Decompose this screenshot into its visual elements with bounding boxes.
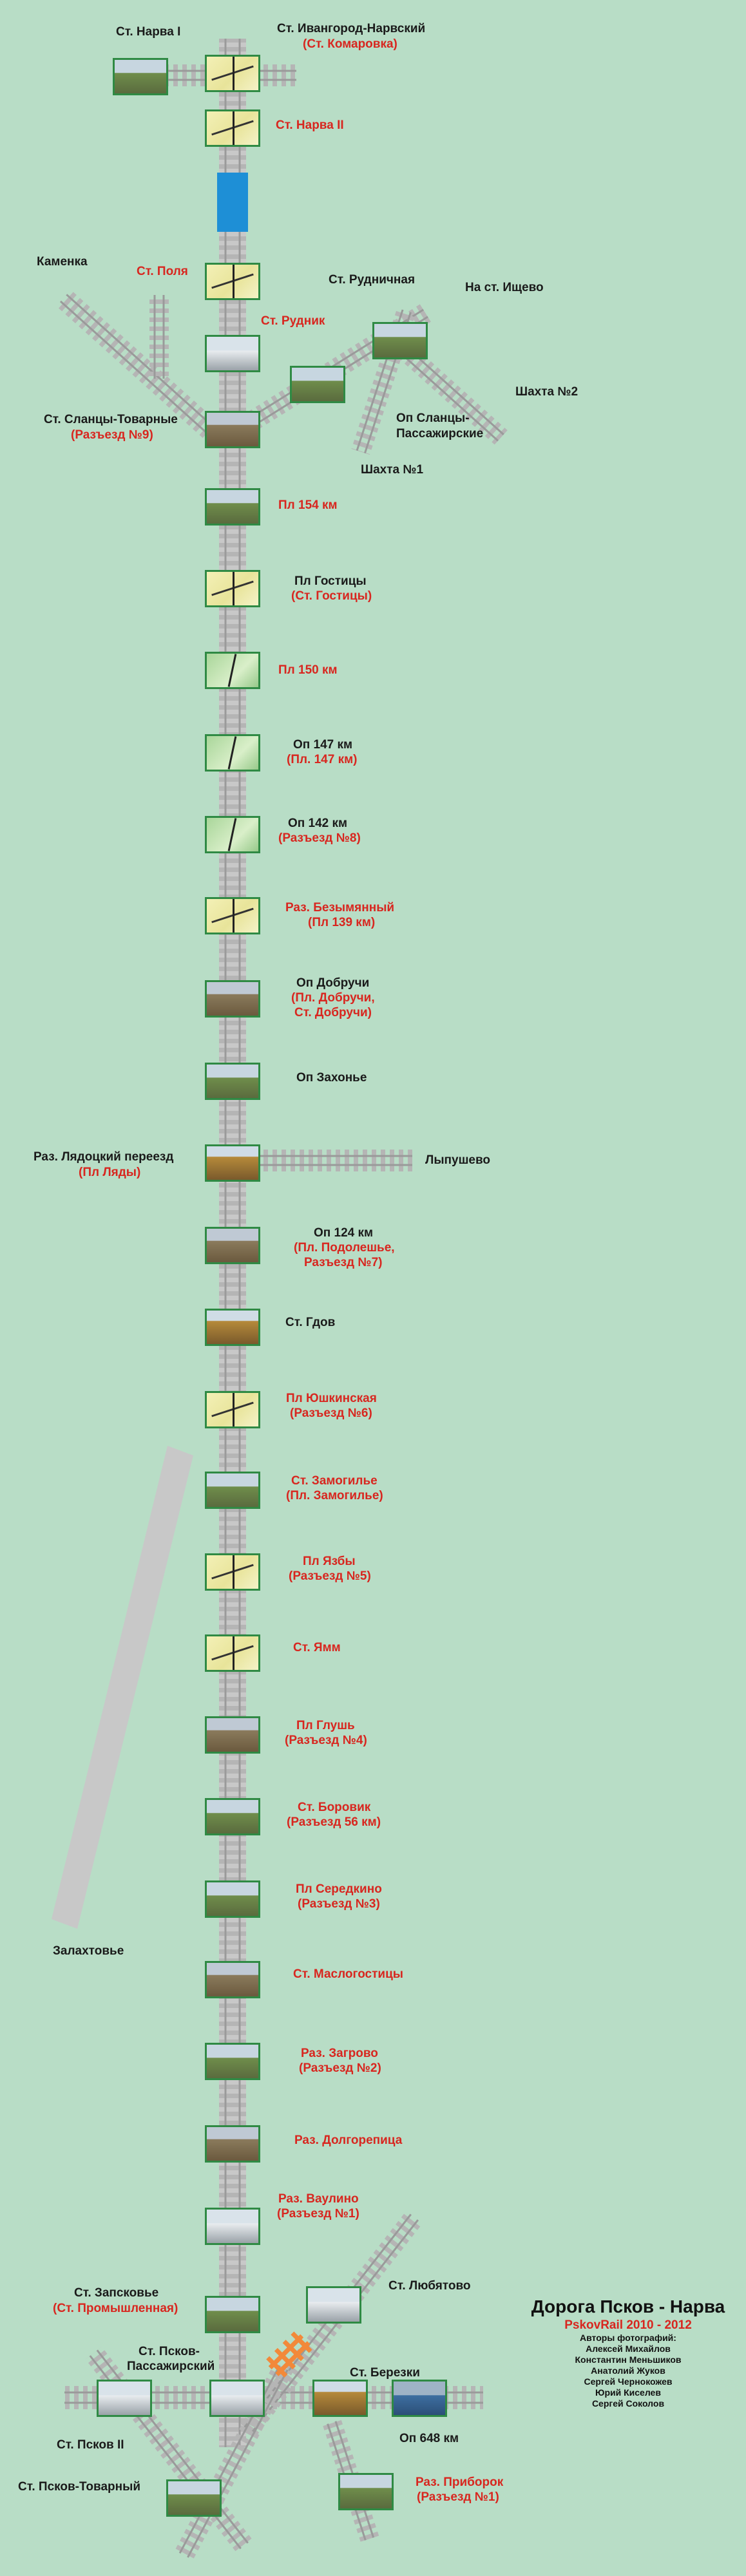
station-photo-icon[interactable] — [338, 2473, 394, 2510]
station-label-gdov: Ст. Гдов — [285, 1316, 336, 1329]
author-name: Алексей Михайлов — [586, 2344, 671, 2354]
station-label-borovik2: (Разъезд 56 км) — [287, 1815, 381, 1829]
station-photo-icon[interactable] — [205, 1227, 260, 1264]
station-label-narva2: Ст. Нарва II — [276, 118, 344, 132]
station-label-vaulino2: (Разъезд №1) — [277, 2207, 359, 2221]
station-photo-icon[interactable] — [205, 1961, 260, 1998]
map-subtitle: PskovRail 2010 - 2012 — [564, 2318, 692, 2332]
station-photo-icon[interactable] — [205, 1309, 260, 1346]
map-fragment-icon[interactable] — [205, 1634, 260, 1672]
station-label-ischevo: На ст. Ищево — [465, 281, 544, 294]
map-fragment-icon[interactable] — [205, 734, 260, 772]
station-label-rudnik: Ст. Рудник — [261, 314, 325, 328]
station-label-lyadi2: (Пл Ляды) — [79, 1166, 141, 1179]
station-photo-icon[interactable] — [205, 2043, 260, 2080]
station-label-dobruchi3: Ст. Добручи) — [294, 1006, 372, 1019]
author-name: Сергей Чернокожев — [584, 2376, 673, 2387]
station-label-maslog: Ст. Маслогостицы — [293, 1967, 404, 1981]
map-fragment-icon[interactable] — [205, 109, 260, 147]
station-label-op142-2: (Разъезд №8) — [278, 831, 361, 845]
map-fragment-icon[interactable] — [205, 652, 260, 689]
station-label-yamm: Ст. Ямм — [293, 1641, 341, 1654]
author-name: Анатолий Жуков — [591, 2365, 665, 2376]
station-photo-icon[interactable] — [205, 1716, 260, 1754]
station-label-zamogil2: (Пл. Замогилье) — [286, 1489, 383, 1502]
station-label-vaulino1: Раз. Ваулино — [278, 2192, 359, 2206]
map-fragment-icon[interactable] — [205, 263, 260, 300]
map-fragment-icon[interactable] — [205, 55, 260, 92]
station-photo-icon[interactable] — [372, 322, 428, 359]
map-fragment-icon[interactable] — [205, 1553, 260, 1591]
station-label-pl154: Пл 154 км — [278, 498, 338, 512]
station-photo-icon[interactable] — [205, 1798, 260, 1835]
station-label-kamenka: Каменка — [37, 255, 88, 269]
station-label-op124-1: Оп 124 км — [314, 1226, 374, 1240]
map-title: Дорога Псков - Нарва — [531, 2297, 725, 2316]
map-fragment-icon[interactable] — [205, 816, 260, 853]
station-photo-icon[interactable] — [205, 2208, 260, 2245]
station-label-pribor1: Раз. Приборок — [416, 2476, 504, 2489]
credits-block — [509, 2296, 746, 2409]
station-label-op147-1: Оп 147 км — [293, 738, 353, 752]
author-name: Константин Меньшиков — [575, 2354, 682, 2365]
station-photo-icon[interactable] — [392, 2380, 447, 2417]
station-label-seredkino1: Пл Середкино — [296, 1882, 382, 1896]
station-photo-icon[interactable] — [205, 980, 260, 1018]
station-label-seredkino2: (Разъезд №3) — [298, 1897, 380, 1911]
station-photo-icon[interactable] — [205, 1144, 260, 1182]
station-label-zalakhtovye: Залахтовье — [53, 1944, 124, 1958]
station-label-ivangorod: Ст. Ивангород-Нарвский — [277, 22, 426, 35]
station-label-zagrovo1: Раз. Загрово — [301, 2047, 378, 2060]
authors-heading: Авторы фотографий: — [580, 2333, 676, 2343]
station-label-slantsy-pass-2: Пассажирские — [396, 427, 484, 440]
station-label-borovik1: Ст. Боровик — [298, 1801, 371, 1814]
station-photo-icon[interactable] — [97, 2380, 152, 2417]
station-photo-icon[interactable] — [205, 1063, 260, 1100]
station-label-yushkin1: Пл Юшкинская — [286, 1392, 377, 1405]
map-fragment-icon[interactable] — [205, 1391, 260, 1428]
station-label-yazby2: (Разъезд №5) — [289, 1569, 371, 1583]
station-label-polya: Ст. Поля — [137, 265, 188, 278]
station-photo-icon[interactable] — [209, 2380, 265, 2417]
station-photo-icon[interactable] — [166, 2479, 222, 2517]
station-label-pskovpass1: Ст. Псков- — [139, 2345, 200, 2358]
station-label-dobruchi1: Оп Добручи — [296, 976, 370, 990]
river-water — [217, 173, 248, 232]
station-label-shakhta2: Шахта №2 — [515, 385, 579, 399]
station-label-lypushevo: Лыпушево — [425, 1153, 491, 1167]
station-label-lyubyatovo: Ст. Любятово — [388, 2279, 471, 2293]
station-label-op124-2: (Пл. Подолешье, — [294, 1241, 395, 1255]
station-photo-icon[interactable] — [205, 2296, 260, 2333]
station-label-zapskov2: (Ст. Промышленная) — [53, 2302, 178, 2315]
zalakhtovye-branch — [52, 1446, 193, 1929]
station-label-lyadi1: Раз. Лядоцкий переезд — [33, 1150, 174, 1164]
station-label-zagrovo2: (Разъезд №2) — [299, 2061, 381, 2075]
station-photo-icon[interactable] — [205, 488, 260, 526]
station-photo-icon[interactable] — [312, 2380, 368, 2417]
station-label-zakhonye: Оп Захонье — [296, 1071, 367, 1084]
map-fragment-icon[interactable] — [205, 570, 260, 607]
station-label-dolgorep: Раз. Долгорепица — [294, 2134, 403, 2147]
station-label-op124-3: Разъезд №7) — [304, 1256, 383, 1269]
station-photo-icon[interactable] — [205, 1472, 260, 1509]
station-label-yazby1: Пл Язбы — [303, 1555, 356, 1568]
station-label-gostitsy1: Пл Гостицы — [294, 574, 367, 588]
station-label-bezym2: (Пл 139 км) — [308, 916, 376, 929]
station-label-pl150: Пл 150 км — [278, 663, 338, 677]
station-label-pribor2: (Разъезд №1) — [417, 2490, 499, 2504]
station-photo-icon[interactable] — [205, 335, 260, 372]
polya-branch — [149, 295, 169, 379]
station-label-gostitsy2: (Ст. Гостицы) — [291, 589, 372, 603]
station-label-zapskov1: Ст. Запсковье — [74, 2286, 159, 2300]
station-label-razezd9: (Разъезд №9) — [71, 428, 153, 442]
map-fragment-icon[interactable] — [205, 897, 260, 934]
station-label-dobruchi2: (Пл. Добручи, — [291, 991, 375, 1005]
station-label-yushkin2: (Разъезд №6) — [290, 1406, 372, 1420]
author-name: Сергей Соколов — [591, 2398, 665, 2409]
station-photo-icon[interactable] — [205, 1880, 260, 1918]
station-label-zamogil1: Ст. Замогилье — [291, 1474, 378, 1488]
station-label-pskov2: Ст. Псков II — [57, 2438, 124, 2452]
station-label-narva1: Ст. Нарва I — [116, 25, 181, 39]
station-label-op142-1: Оп 142 км — [288, 817, 348, 830]
station-label-glush2: (Разъезд №4) — [285, 1734, 367, 1747]
author-name: Юрий Киселев — [595, 2387, 661, 2398]
station-label-berezki: Ст. Березки — [350, 2366, 420, 2380]
station-photo-icon[interactable] — [306, 2286, 361, 2324]
station-label-pskovtov: Ст. Псков-Товарный — [18, 2480, 141, 2494]
station-label-op147-2: (Пл. 147 км) — [287, 753, 358, 766]
station-label-op648: Оп 648 км — [399, 2432, 459, 2445]
station-label-slantsy-tov: Ст. Сланцы-Товарные — [44, 413, 178, 426]
station-label-bezym1: Раз. Безымянный — [285, 901, 395, 914]
station-photo-icon[interactable] — [290, 366, 345, 403]
station-label-glush1: Пл Глушь — [296, 1719, 355, 1732]
station-photo-icon[interactable] — [205, 2125, 260, 2163]
station-label-rudnichnaya: Ст. Рудничная — [329, 273, 416, 287]
station-photo-icon[interactable] — [113, 58, 168, 95]
station-photo-icon[interactable] — [205, 411, 260, 448]
station-label-shakhta1: Шахта №1 — [361, 463, 424, 477]
station-label-pskovpass2: Пассажирский — [127, 2360, 215, 2373]
station-label-komarovka: (Ст. Комаровка) — [303, 37, 397, 51]
station-label-slantsy-pass-1: Оп Сланцы- — [396, 412, 470, 425]
